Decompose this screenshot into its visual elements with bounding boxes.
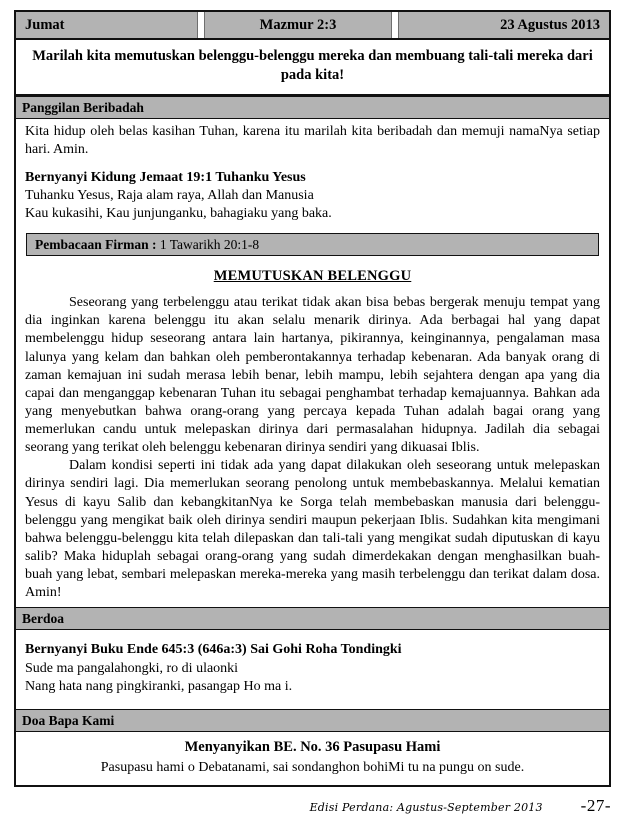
header-divider-1 [197,12,205,38]
sermon-paragraph-1: Seseorang yang terbelenggu atau terikat tidak akan bisa bebas bergerak menuju tempat yang dia inginkan karena belenggu itu akan selalu menarik dirinya. Ada berbagai hal yang dapat membelenggu hidup seseorang antara lain hartanya, pikirannya, keinginannya, pengalaman masa lalunya yang kelam dan bahkan oleh pemberontakannya terhadap kebenaran. Ada banyak orang di zaman kemajuan ini sudah merasa lebih benar, lebih mampu, lebih sejahtera dengan apa yang dia capai dan menganggap kebenaran Tuhan itu sebagai penghambat terhadap kemajuannya. Bahkan ada yang menyebutkan bahwa orang-orang yang percaya kepada Tuhan adalah bagai orang yang memerlukan candu untuk melepaskan dirinya dari permasalahan hidupnya. Jadilah dia sebagai seorang yang terikat oleh belenggu kebenaran dirinya sendiri yang dikuasai Iblis. [25,295,600,456]
header-divider-2 [391,12,399,38]
sermon-paragraph-2: Dalam kondisi seperti ini tidak ada yang dapat dilakukan oleh seseorang untuk melepaskan dirinya sendiri lagi. Dia memerlukan seorang penolong untuk membebaskannya. Melalui kematian Yesus di kayu Salib dan kebangkitanNya ke Sorga telah membebaskan manusia dari belenggu-belenggu yang mengikat baik oleh dirinya sendiri maupun pekerjaan Iblis. Sudahkan kita mengimani bahwa belenggu-belenggu kita telah dilepaskan dan tali-tali yang mengikat sudah diputuskan di kayu salib? Maka hiduplah sebagai orang-orang yang sudah dimerdekakan dengan menghasilkan buah-buah yang lebat, sembari melepaskan mereka-mereka yang masih terbelenggu dan terikat dalam dosa. Amin! [25,458,600,601]
sermon-section [16,260,609,607]
header-scripture-reference: Mazmur 2:3 [205,12,391,38]
spacer [25,696,600,703]
verse-of-the-day: Marilah kita memutuskan belenggu-belenggu mereka dan membuang tali-tali mereka dari pada kita! [16,40,609,96]
scripture-reading-bar [26,233,599,256]
benediction-song-line: Pasupasu hami o Debatanami, sai sondanghon bohiMi tu na pungu on sude. [100,759,525,775]
footer-edition: Edisi Perdana: Agustus-September 2013 [309,800,543,814]
section-bar-lords-prayer: Doa Bapa Kami [16,709,609,732]
scripture-reading-label: Pembacaan Firman [35,237,149,253]
section-bar-call-to-worship: Panggilan Beribadah [16,96,609,119]
call-to-worship-body [16,119,609,229]
closing-song-title: Bernyanyi Buku Ende 645:3 (646a:3) Sai Gohi Roha Tondingki [25,642,402,658]
spacer [25,634,600,641]
scripture-reading-reference: 1 Tawarikh 20:1-8 [159,237,260,253]
header-day: Jumat [16,12,197,38]
closing-song-line-2: Nang hata nang pingkiranki, pasangap Ho ma i. [25,678,293,694]
page-footer [14,787,611,816]
document-header-row [16,12,609,40]
closing-song-body [16,630,609,709]
scripture-reading-wrap [16,229,609,260]
call-to-worship-text: Kita hidup oleh belas kasihan Tuhan, karena itu marilah kita beribadah dan memuji namaNya setiap hari. Amin. [25,124,600,158]
opening-song-line-1: Tuhanku Yesus, Raja alam raya, Allah dan Manusia [25,187,314,203]
section-bar-prayer: Berdoa [16,607,609,630]
sermon-title: MEMUTUSKAN BELENGGU [213,268,412,285]
page-number: -27- [580,795,611,815]
document-frame [14,10,611,787]
closing-song-line-1: Sude ma pangalahongki, ro di ulaonki [25,660,239,676]
scripture-reading-separator: : [148,237,160,253]
opening-song-title: Bernyanyi Kidung Jemaat 19:1 Tuhanku Yesus [25,169,306,185]
header-date: 23 Agustus 2013 [399,12,609,38]
opening-song-line-2: Kau kukasihi, Kau junjunganku, bahagiaku yang baka. [25,206,332,221]
benediction-section [16,732,609,785]
benediction-song-title: Menyanyikan BE. No. 36 Pasupasu Hami [184,738,441,755]
